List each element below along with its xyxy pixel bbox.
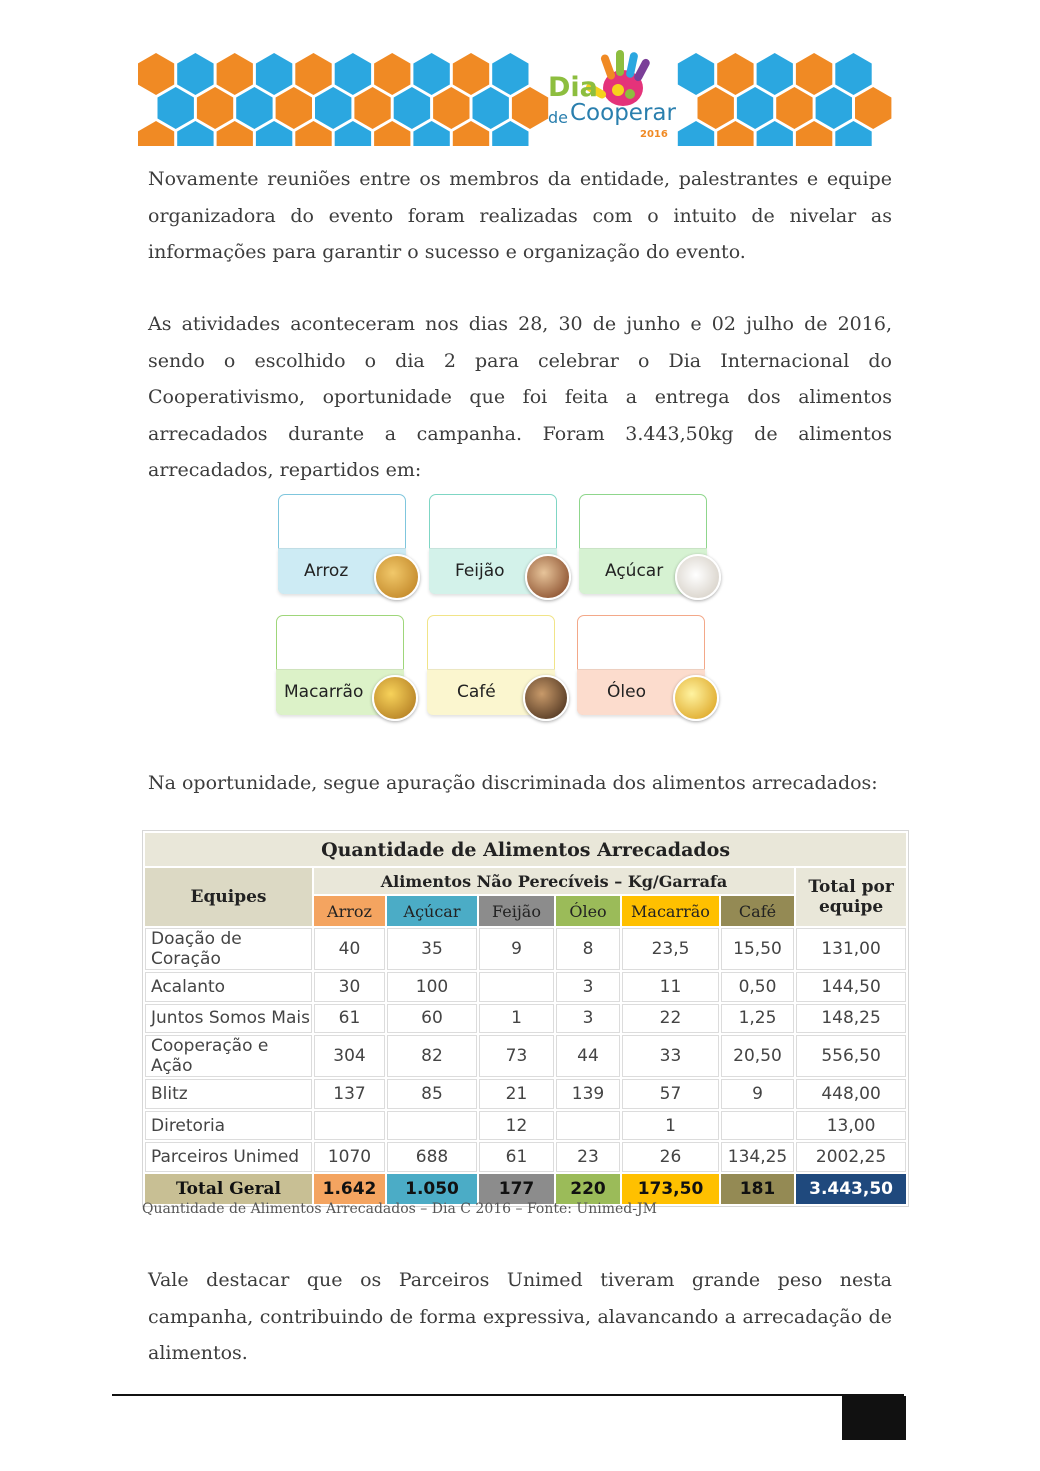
hexagon (138, 53, 174, 95)
category-header-cafe: Café (721, 896, 794, 926)
value-cell: 12 (479, 1111, 554, 1141)
table-row (145, 1035, 906, 1077)
hexagon (236, 87, 272, 129)
hexagon (512, 87, 548, 129)
hexagon (835, 53, 871, 95)
value-cell: 73 (479, 1035, 554, 1077)
hexagon (492, 53, 528, 95)
team-total-cell: 131,00 (796, 928, 906, 970)
value-cell: 1 (622, 1111, 719, 1141)
hexagon (374, 53, 410, 95)
team-name-cell: Cooperação e Ação (145, 1035, 312, 1077)
value-cell: 61 (314, 1004, 385, 1034)
total-cell: 1.050 (387, 1174, 477, 1204)
value-cell (479, 972, 554, 1002)
team-name-cell: Diretoria (145, 1111, 312, 1141)
category-header-macarrao: Macarrão (622, 896, 719, 926)
value-cell (721, 1111, 794, 1141)
paragraph-table-intro: Na oportunidade, segue apuração discriminada dos alimentos arrecadados: (148, 772, 878, 794)
total-cell: 1.642 (314, 1174, 385, 1204)
logo-year-text: 2016 (640, 129, 668, 140)
team-total-cell: 448,00 (796, 1079, 906, 1109)
card-label: Arroz (278, 548, 406, 594)
value-cell: 100 (387, 972, 477, 1002)
category-header-oleo: Óleo (556, 896, 620, 926)
value-cell: 20,50 (721, 1035, 794, 1077)
value-cell: 22 (622, 1004, 719, 1034)
value-cell: 44 (556, 1035, 620, 1077)
food-collection-table (142, 830, 909, 1207)
hexagon (256, 53, 292, 95)
food-card-macarrao (276, 615, 406, 719)
paragraph-highlight: Vale destacar que os Parceiros Unimed tiveram grande peso nesta campanha, contribuindo de forma expressiva, alavancando a arrecadação de alimentos. (148, 1269, 892, 1364)
food-card-acucar (579, 494, 709, 598)
category-header-acucar: Açúcar (387, 896, 477, 926)
team-name-cell: Acalanto (145, 972, 312, 1002)
rice-icon (374, 554, 420, 600)
hexagon (737, 87, 773, 129)
oil-icon (673, 675, 719, 721)
hexagon (197, 87, 233, 129)
value-cell: 23,5 (622, 928, 719, 970)
value-cell: 9 (479, 928, 554, 970)
hexagon (678, 53, 714, 95)
team-total-cell: 148,25 (796, 1004, 906, 1034)
value-cell: 1070 (314, 1142, 385, 1172)
team-name-cell: Juntos Somos Mais (145, 1004, 312, 1034)
value-cell: 40 (314, 928, 385, 970)
value-cell: 3 (556, 972, 620, 1002)
value-cell (314, 1111, 385, 1141)
team-total-cell: 144,50 (796, 972, 906, 1002)
hexagon (698, 87, 734, 129)
footer-rule (112, 1394, 904, 1396)
beans-icon (525, 554, 571, 600)
value-cell: 61 (479, 1142, 554, 1172)
teams-header: Equipes (145, 868, 312, 926)
hexagon (394, 87, 430, 129)
hexagon (177, 53, 213, 95)
category-header-feijao: Feijão (479, 896, 554, 926)
value-cell: 1,25 (721, 1004, 794, 1034)
team-name-cell: Blitz (145, 1079, 312, 1109)
hexagon (354, 87, 390, 129)
value-cell: 21 (479, 1079, 554, 1109)
value-cell: 26 (622, 1142, 719, 1172)
value-cell: 137 (314, 1079, 385, 1109)
value-cell: 30 (314, 972, 385, 1002)
table-title: Quantidade de Alimentos Arrecadados (145, 833, 906, 866)
value-cell: 23 (556, 1142, 620, 1172)
total-per-team-header: Total por equipe (796, 868, 906, 926)
value-cell (556, 1111, 620, 1141)
table-row (145, 1004, 906, 1034)
paragraph-activities: As atividades aconteceram nos dias 28, 30 de junho e 02 julho de 2016, sendo o escolhido o dia 2 para celebrar o Dia Internacional do Cooperativismo, oportunidade que foi feita a entrega dos alimentos arrecadados durante a campanha. Foram 3.443,50kg de alimentos arrecadados, repartidos em: (148, 313, 892, 481)
hexagon (757, 53, 793, 95)
value-cell: 1 (479, 1004, 554, 1034)
value-cell: 60 (387, 1004, 477, 1034)
team-name-cell: Doação de Coração (145, 928, 312, 970)
table-row (145, 1079, 906, 1109)
table-caption: Quantidade de Alimentos Arrecadados – Dia C 2016 – Fonte: Unimed-JM (142, 1201, 657, 1217)
value-cell: 3 (556, 1004, 620, 1034)
value-cell: 304 (314, 1035, 385, 1077)
card-label: Feijão (429, 548, 557, 594)
table-row (145, 1111, 906, 1141)
value-cell: 15,50 (721, 928, 794, 970)
value-cell: 8 (556, 928, 620, 970)
total-row (145, 1174, 906, 1204)
grand-total: 3.443,50 (796, 1174, 906, 1204)
food-card-feijao (429, 494, 559, 598)
total-label: Total Geral (145, 1174, 312, 1204)
dia-de-cooperar-banner (138, 46, 894, 146)
hexagon (315, 87, 351, 129)
total-cell: 177 (479, 1174, 554, 1204)
hexagon (453, 53, 489, 95)
hexagon (413, 53, 449, 95)
value-cell: 82 (387, 1035, 477, 1077)
value-cell: 139 (556, 1079, 620, 1109)
sugar-icon (675, 554, 721, 600)
team-total-cell: 556,50 (796, 1035, 906, 1077)
value-cell: 134,25 (721, 1142, 794, 1172)
hexagon (335, 53, 371, 95)
total-cell: 173,50 (622, 1174, 719, 1204)
pasta-icon (372, 675, 418, 721)
table-row (145, 1142, 906, 1172)
paragraph-meetings: Novamente reuniões entre os membros da entidade, palestrantes e equipe organizadora do evento foram realizadas com o intuito de nivelar as informações para garantir o sucesso e organização do evento. (148, 168, 892, 263)
value-cell: 11 (622, 972, 719, 1002)
food-card-arroz (278, 494, 408, 598)
team-total-cell: 13,00 (796, 1111, 906, 1141)
value-cell: 9 (721, 1079, 794, 1109)
food-card-cafe (427, 615, 557, 719)
value-cell: 33 (622, 1035, 719, 1077)
hexagon (276, 87, 312, 129)
food-group-header: Alimentos Não Perecíveis – Kg/Garrafa (314, 868, 794, 894)
card-label: Macarrão (276, 669, 404, 715)
value-cell: 0,50 (721, 972, 794, 1002)
logo-de-text: de (548, 108, 568, 127)
coffee-icon (523, 675, 569, 721)
table-row (145, 928, 906, 970)
hexagon (816, 87, 852, 129)
value-cell: 85 (387, 1079, 477, 1109)
hexagon (717, 53, 753, 95)
hexagon (295, 53, 331, 95)
table-row (145, 972, 906, 1002)
card-label: Óleo (577, 669, 705, 715)
card-label: Açúcar (579, 548, 707, 594)
hexagon (433, 87, 469, 129)
total-cell: 220 (556, 1174, 620, 1204)
hexagon (776, 87, 812, 129)
hexagon (473, 87, 509, 129)
hexagon (158, 87, 194, 129)
food-card-oleo (577, 615, 707, 719)
category-header-arroz: Arroz (314, 896, 385, 926)
hexagon (796, 53, 832, 95)
logo-dia-text: Dia (548, 72, 598, 103)
page-number-box (842, 1396, 906, 1440)
team-name-cell: Parceiros Unimed (145, 1142, 312, 1172)
total-cell: 181 (721, 1174, 794, 1204)
value-cell: 35 (387, 928, 477, 970)
team-total-cell: 2002,25 (796, 1142, 906, 1172)
logo-cooperar-text: Cooperar (570, 100, 676, 126)
hexagon-pattern (138, 46, 894, 146)
hexagon (217, 53, 253, 95)
value-cell: 57 (622, 1079, 719, 1109)
value-cell: 688 (387, 1142, 477, 1172)
value-cell (387, 1111, 477, 1141)
hexagon (855, 87, 891, 129)
card-label: Café (427, 669, 555, 715)
